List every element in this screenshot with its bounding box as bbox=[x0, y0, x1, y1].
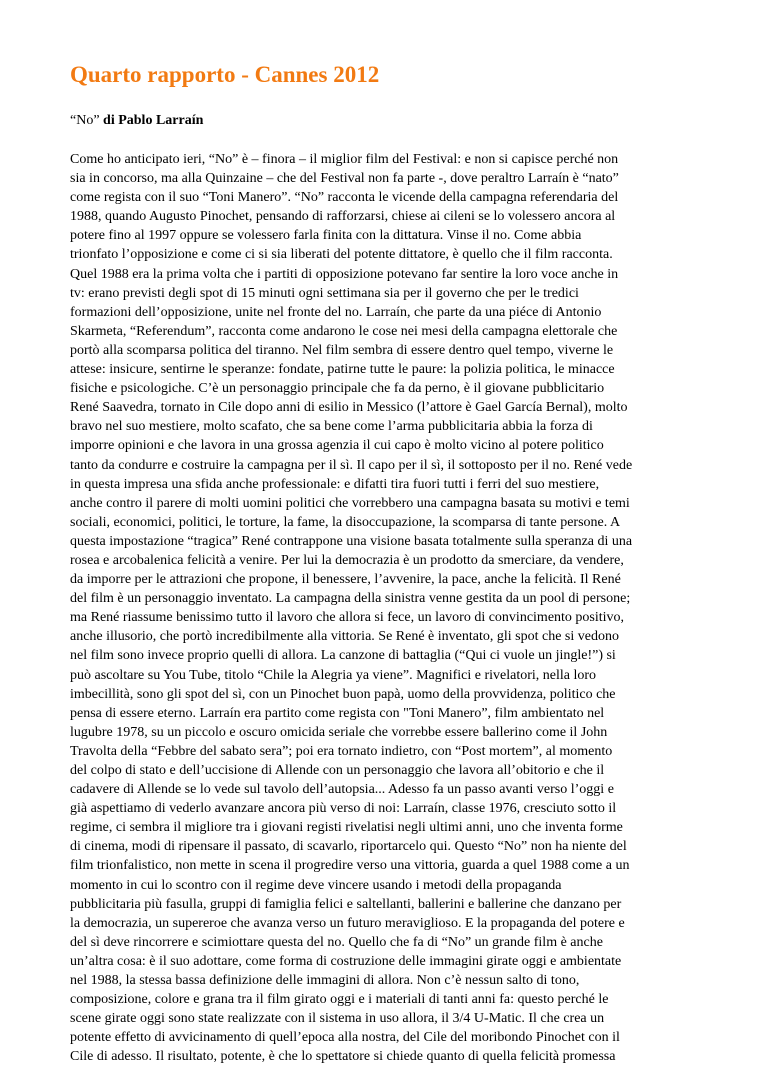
body-line: Cile di adesso. Il risultato, potente, è che lo spettatore si chiede quanto di quella felicità promessa bbox=[70, 1049, 616, 1065]
body-line: può ascoltare su You Tube, titolo “Chile la Alegria ya viene”. Magnifici e rivelatori, nella loro bbox=[70, 667, 597, 683]
page-title: Quarto rapporto - Cannes 2012 bbox=[70, 62, 380, 87]
body-line: potente effetto di avvicinamento di quell’epoca alla nostra, del Cile del moribondo Pinochet con il bbox=[70, 1030, 620, 1046]
article-body bbox=[70, 150, 708, 1067]
body-line: Travolta della “Febbre del sabato sera”; poi era tornato indietro, con “Post mortem”, al momento bbox=[70, 743, 613, 759]
body-line: attese: insicure, sentirne le speranze: fondate, patirne tutte le paure: la polizia politica, le minacce bbox=[70, 362, 615, 378]
body-line: nel 1988, la stessa bassa definizione delle immagini di allora. Non c’è nessun salto di tono, bbox=[70, 973, 580, 989]
article-subtitle bbox=[70, 112, 708, 130]
body-line: come regista con il suo “Toni Manero”. “No” racconta le vicende della campagna referendaria del bbox=[70, 190, 619, 206]
body-line: cadavere di Allende se lo vede sul tavolo dell’autopsia... Adesso fa un passo avanti verso l’oggi e bbox=[70, 782, 614, 798]
body-line: sociali, economici, politici, le torture, la fame, la disoccupazione, la scomparsa di tante persone. A bbox=[70, 514, 621, 530]
body-line: film trionfalistico, non mette in scena il progredire verso una vittoria, guarda a quel 1988 come a un bbox=[70, 858, 630, 874]
body-line: pubblicitaria più fasulla, gruppi di famiglia felici e saltellanti, ballerini e ballerine che danzano per bbox=[70, 896, 622, 912]
body-line: portò alla scomparsa politica del tiranno. Nel film sembra di essere dentro quel tempo, viverne le bbox=[70, 342, 614, 358]
body-line: anche illusorio, che portò incredibilmente alla vittoria. Se René è inventato, gli spot che si vedono bbox=[70, 629, 619, 645]
document-page bbox=[70, 60, 708, 1067]
body-line: nel film sono invece proprio quelli di allora. La canzone di battaglia (“Qui ci vuole un jingle!”) si bbox=[70, 648, 616, 664]
body-line: bravo nel suo mestiere, molto scafato, che sa bene come l’arma pubblicitaria abbia la forza di bbox=[70, 419, 593, 435]
body-line: già aspettiamo di vederlo avanzare ancora più verso di noi: Larraín, classe 1976, cresciuto sotto il bbox=[70, 801, 617, 817]
body-line: del sì deve rincorrere e scimiottare questa del no. Quello che fa di “No” un grande film è anche bbox=[70, 934, 603, 950]
body-line: in questa impresa una sfida anche professionale: e difatti tira fuori tutti i ferri del suo mestiere, bbox=[70, 476, 600, 492]
film-title: “No” bbox=[70, 113, 100, 128]
body-line: la democrazia, un supereroe che avanza verso un futuro meraviglioso. E la propaganda del potere e bbox=[70, 915, 625, 931]
body-line: trionfato l’opposizione e come ci si sia liberati del potente dittatore, è quello che il film racconta. bbox=[70, 247, 613, 263]
body-line: René Saavedra, tornato in Cile dopo anni di esilio in Messico (l’attore è Gael García Bernal), molto bbox=[70, 400, 628, 416]
body-line: momento in cui lo scontro con il regime deve vincere usando i metodi della propaganda bbox=[70, 877, 562, 893]
body-line: imporre opinioni e che lavora in una grossa agenzia il cui capo è molto vicino al potere politico bbox=[70, 438, 604, 454]
body-line: sia in concorso, ma alla Quinzaine – che del Festival non fa parte -, dove peraltro Larraín è “nato” bbox=[70, 171, 619, 187]
body-line: imbecillità, sono gli spot del sì, con un Pinochet buon papà, uomo della provvidenza, politico che bbox=[70, 686, 616, 702]
film-author: di Pablo Larraín bbox=[99, 113, 204, 128]
body-line: anche contro il parere di molti uomini politici che vorrebbero una campagna basata su motivi e temi bbox=[70, 495, 630, 511]
body-line: tanto da condurre e costruire la campagna per il sì. Il capo per il sì, il sottoposto per il no. René vede bbox=[70, 457, 633, 473]
body-line: fisiche e psicologiche. C’è un personaggio principale che fa da perno, è il giovane pubblicitario bbox=[70, 381, 605, 397]
body-line: ma René riassume benissimo tutto il lavoro che allora si fece, un lavoro di convincimento positivo, bbox=[70, 610, 625, 626]
body-line: un’altra cosa: è il suo adottare, come forma di costruzione delle immagini girate oggi e ambientate bbox=[70, 953, 622, 969]
body-line: potere fino al 1997 oppure se volessero farla finita con la dittatura. Vinse il no. Come abbia bbox=[70, 228, 582, 244]
body-line: da imporre per le attrazioni che propone, il benessere, l’avvenire, la pace, anche la felicità. Il René bbox=[70, 572, 621, 588]
body-line: del colpo di stato e dell’uccisione di Allende con un personaggio che lavora all’obitorio e che il bbox=[70, 763, 605, 778]
body-line: composizione, colore e grana tra il film girato oggi e i materiali di tanti anni fa: questo perché le bbox=[70, 992, 609, 1008]
body-line: regime, ci sembra il migliore tra i giovani registi rivelatisi negli ultimi anni, uno che inventa forme bbox=[70, 820, 623, 836]
body-line: Come ho anticipato ieri, “No” è – finora – il miglior film del Festival: e non si capisce perché non bbox=[70, 152, 619, 167]
body-line: scene girate oggi sono state realizzate con il sistema in uso allora, il 3/4 U-Matic. Il che crea un bbox=[70, 1011, 605, 1027]
body-line: formazioni dell’opposizione, unite nel fronte del no. Larraín, che parte da una piéce di Antonio bbox=[70, 304, 602, 320]
body-line: questa impostazione “tragica” René contrappone una visione basata totalmente sulla speranza di una bbox=[70, 533, 633, 549]
body-line: 1988, quando Augusto Pinochet, pensando di rafforzarsi, chiese ai cileni se lo volessero ancora al bbox=[70, 209, 616, 225]
body-line: lugubre 1978, su un piccolo e oscuro omicida seriale che vorrebbe essere ballerino come il John bbox=[70, 724, 608, 740]
body-line: rosea e arcobalenica felicità a venire. Per lui la democrazia è un prodotto da smerciare, da vendere, bbox=[70, 552, 624, 568]
body-line: di cinema, modi di ripensare il passato, di scavarlo, riportarcelo qui. Questo “No” non ha niente del bbox=[70, 839, 627, 855]
body-line: Skarmeta, “Referendum”, racconta come andarono le cose nei mesi della campagna elettorale che bbox=[70, 323, 618, 339]
body-line: Quel 1988 era la prima volta che i partiti di opposizione potevano far sentire la loro voce anche in bbox=[70, 266, 619, 282]
body-line: tv: erano previsti degli spot di 15 minuti ogni settimana sia per il governo che per le tredici bbox=[70, 285, 579, 301]
body-line: del film è un personaggio inventato. La campagna della sinistra venne gestita da un pool di persone; bbox=[70, 591, 631, 607]
body-line: pensa di essere eterno. Larraín era partito come regista con "Toni Manero”, film ambientato nel bbox=[70, 705, 605, 721]
